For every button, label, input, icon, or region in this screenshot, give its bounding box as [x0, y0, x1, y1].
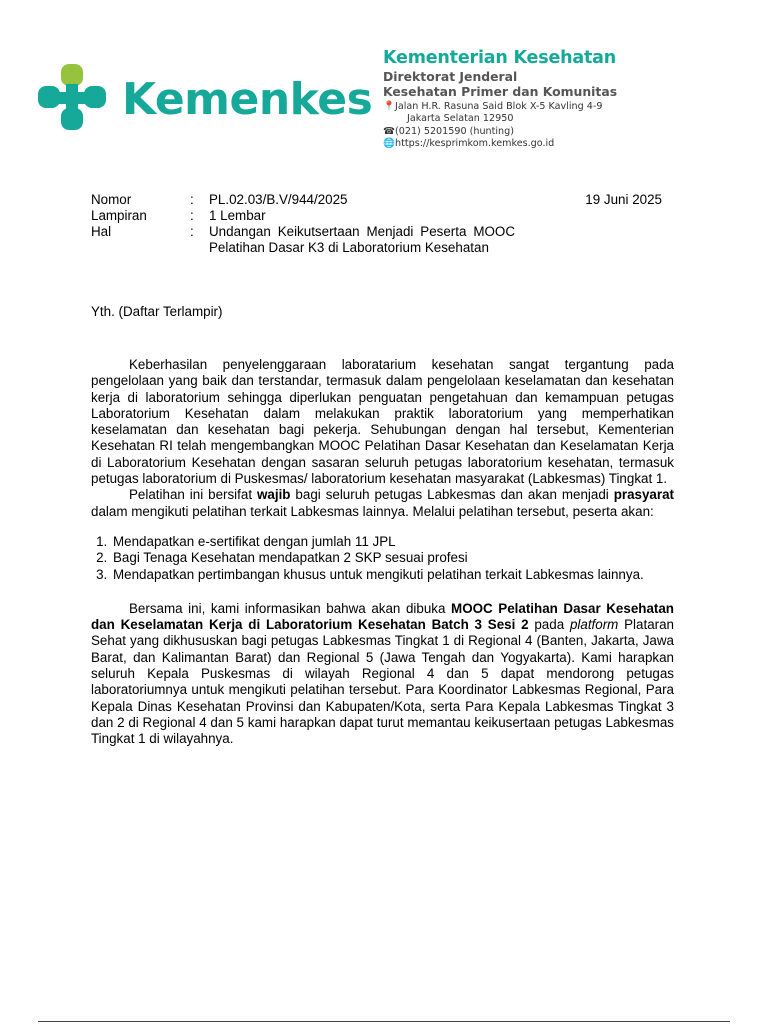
letter-date: 19 Juni 2025	[585, 192, 662, 207]
letterhead	[0, 0, 768, 170]
p3-text: Bersama ini, kami informasikan bahwa akan dibuka	[129, 600, 452, 616]
ministry-name: Kementerian Kesehatan	[383, 48, 617, 68]
website-row	[383, 138, 753, 150]
p2-bold-wajib: wajib	[257, 487, 291, 503]
meta-separator: :	[190, 192, 194, 207]
directorate-line1: Direktorat Jenderal	[383, 69, 518, 84]
paragraph-2	[91, 487, 674, 520]
lampiran-label: Lampiran	[91, 208, 147, 223]
nomor-label: Nomor	[91, 192, 132, 207]
hal-value: Undangan Keikutsertaan Menjadi Peserta MOOC Pelatihan Dasar K3 di Laboratorium Kesehatan	[209, 224, 515, 255]
benefits-list	[91, 534, 674, 583]
meta-separator: :	[190, 208, 194, 223]
p3-text: pada	[528, 617, 570, 633]
letter-body	[91, 357, 674, 748]
p2-bold-prasyarat: prasyarat	[613, 487, 675, 503]
phone-number: (021) 5201590 (hunting)	[395, 125, 514, 137]
address-row	[383, 101, 753, 113]
meta-lampiran	[91, 208, 671, 224]
list-item: 2. Bagi Tenaga Kesehatan mendapatkan 2 SKP sesuai profesi	[111, 550, 674, 566]
list-item: 1. Mendapatkan e-sertifikat dengan jumlah 11 JPL	[111, 534, 674, 550]
directorate-line2: Kesehatan Primer dan Komunitas	[383, 84, 618, 99]
p3-bold-course: MOOC Pelatihan Dasar Kesehatan dan Keselamatan Kerja di Laboratorium Kesehatan Batch 3 Sesi 2	[91, 600, 674, 633]
address-line2: Jakarta Selatan 12950	[407, 113, 514, 125]
p3-text: Plataran Sehat yang dikhususkan bagi petugas Labkesmas Tingkat 1 di Regional 4 (Banten, Jakarta, Jawa Barat, dan Kalimantan Barat) dan Regional 5 (Jawa Tengah dan Yogyakarta). Kami harapkan seluruh Kepala Puskesmas di wilayah Regional 4 dan 5 dapat mendorong petugas laboratoriumnya untuk mengikuti pelatihan tersebut. Para Koordinator Labkesmas Regional, Para Kepala Dinas Kesehatan Provinsi dan Kabupaten/Kota, serta Para Kepala Labkesmas Tingkat 3 dan 2 di Regional 4 dan 5 kami harapkan dapat turut memantau keikusertaan petugas Labkesmas Tingkat 1 di wilayahnya.	[91, 617, 674, 747]
kemenkes-logo-icon	[36, 62, 116, 134]
website-link[interactable]: https://kesprimkom.kemkes.go.id	[395, 138, 555, 150]
organization-block	[383, 47, 753, 151]
p2-text: bagi seluruh petugas Labkesmas dan akan menjadi	[290, 487, 614, 503]
letter-meta	[91, 192, 671, 256]
footer-rule	[38, 1021, 730, 1022]
paragraph-3	[91, 601, 674, 748]
meta-hal	[91, 224, 671, 256]
lampiran-value: 1 Lembar	[209, 208, 266, 223]
nomor-value: PL.02.03/B.V/944/2025	[209, 192, 348, 207]
phone-row	[383, 126, 753, 138]
p2-text: Pelatihan ini bersifat	[129, 487, 257, 503]
meta-separator: :	[190, 224, 194, 239]
phone-icon: ☎	[383, 125, 395, 137]
list-item: 3. Mendapatkan pertimbangan khusus untuk mengikuti pelatihan terkait Labkesmas lainnya.	[111, 567, 674, 583]
hal-label: Hal	[91, 224, 112, 239]
globe-icon: 🌐	[383, 138, 395, 150]
p3-italic-platform: platform	[569, 617, 619, 633]
meta-nomor	[91, 192, 671, 208]
recipient: Yth. (Daftar Terlampir)	[91, 304, 223, 319]
kemenkes-wordmark: Kemenkes	[122, 74, 373, 125]
location-pin-icon: 📍	[383, 101, 395, 112]
address-line1: Jalan H.R. Rasuna Said Blok X-5 Kavling 4-9	[395, 101, 603, 112]
paragraph-1: Keberhasilan penyelenggaraan laboratarium kesehatan sangat tergantung pada pengelolaan yang baik dan terstandar, termasuk dalam pengelolaan keselamatan dan kesehatan kerja di laboratorium sehingga diperlukan penguatan pengetahuan dan kemampuan petugas Laboratorium Kesehatan dalam melakukan praktik laboratorium yang memperhatikan keselamatan dan kesehatan bagi pekerja. Sehubungan dengan hal tersebut, Kementerian Kesehatan RI telah mengembangkan MOOC Pelatihan Dasar Kesehatan dan Keselamatan Kerja di Laboratorium Kesehatan dengan sasaran seluruh petugas laboratorium kesehatan, termasuk petugas laboratorium di Puskesmas/ laboratorium kesehatan masyarakat (Labkesmas) Tingkat 1.	[91, 357, 674, 487]
p2-text: dalam mengikuti pelatihan terkait Labkesmas lainnya. Melalui pelatihan tersebut, peserta akan:	[91, 503, 654, 519]
